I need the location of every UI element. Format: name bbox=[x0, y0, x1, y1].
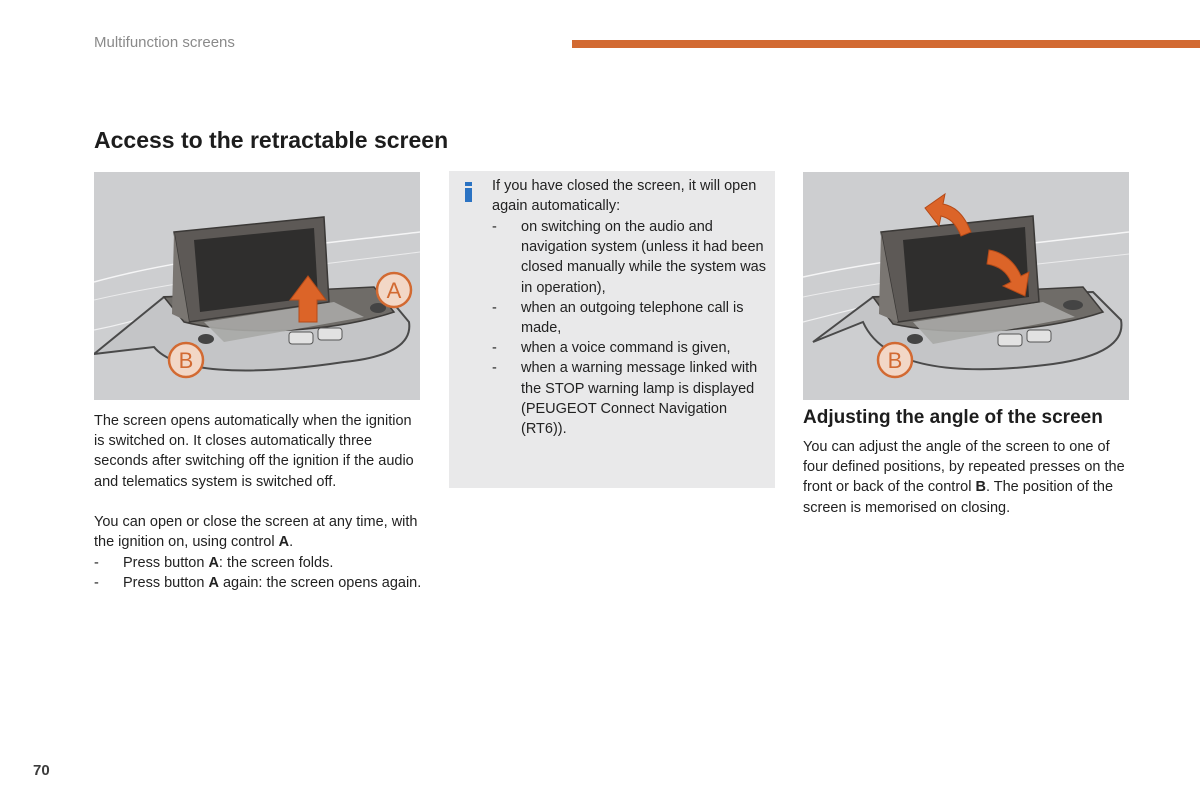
left-paragraph-2-end: . bbox=[289, 534, 294, 551]
list-item bbox=[492, 298, 767, 338]
list-item-text: when an outgoing telephone call is made, bbox=[521, 299, 744, 337]
subsection-title: Adjusting the angle of the screen bbox=[803, 407, 1103, 428]
list-item bbox=[492, 358, 767, 439]
list-dash: - bbox=[492, 299, 497, 316]
control-b-label: B bbox=[178, 348, 194, 373]
screen-open-illustration bbox=[94, 172, 420, 400]
list-item-text: Press button bbox=[123, 555, 209, 571]
left-paragraph-2-text: You can open or close the screen at any time, with the ignition on, using control bbox=[94, 514, 418, 551]
list-item bbox=[94, 553, 424, 573]
left-paragraph-2 bbox=[94, 512, 424, 552]
info-icon bbox=[463, 182, 473, 204]
right-paragraph-text: You can adjust the angle of the screen to one of four defined positions, by repeated presses on the front or back of the control bbox=[803, 439, 1125, 496]
info-intro: If you have closed the screen, it will open again automatically: bbox=[492, 178, 757, 215]
running-header: Multifunction screens bbox=[94, 34, 235, 51]
control-b-ref: B bbox=[975, 479, 986, 496]
right-paragraph-end: . The position of the screen is memorised on closing. bbox=[803, 479, 1114, 516]
button-steps-list bbox=[94, 553, 424, 593]
left-paragraph-1: The screen opens automatically when the ignition is switched on. It closes automatically three seconds after switching off the ignition if the audio and telematics system is switched off. bbox=[94, 413, 414, 490]
list-item-text-end: again: the screen opens again. bbox=[218, 575, 422, 592]
list-item-text: when a voice command is given, bbox=[521, 340, 731, 357]
control-a-ref: A bbox=[208, 575, 219, 592]
control-a-label: A bbox=[386, 278, 402, 303]
list-dash: - bbox=[492, 219, 497, 235]
section-title: Access to the retractable screen bbox=[94, 127, 449, 153]
page-number: 70 bbox=[33, 762, 50, 779]
list-item bbox=[492, 217, 767, 298]
list-dash: - bbox=[94, 575, 99, 592]
list-item bbox=[492, 338, 767, 358]
list-item-text: when a warning message linked with the STOP warning lamp is displayed (PEUGEOT Connect Navigation (RT6)). bbox=[521, 360, 758, 438]
list-item-text-end: : the screen folds. bbox=[218, 555, 334, 571]
list-item-text: on switching on the audio and navigation system (unless it had been closed manually while the system was in operation), bbox=[521, 219, 766, 296]
list-item-text: Press button bbox=[123, 575, 209, 592]
list-item bbox=[94, 573, 424, 593]
list-dash: - bbox=[492, 360, 497, 377]
control-b-label: B bbox=[887, 348, 903, 373]
screen-angle-illustration bbox=[803, 172, 1129, 400]
control-a-ref: A bbox=[208, 555, 219, 571]
list-dash: - bbox=[492, 340, 497, 357]
info-list bbox=[492, 217, 767, 439]
right-paragraph bbox=[803, 437, 1138, 518]
info-box bbox=[449, 171, 775, 488]
list-dash: - bbox=[94, 555, 99, 571]
control-a-ref: A bbox=[278, 534, 290, 551]
header-accent-bar bbox=[572, 40, 1200, 48]
